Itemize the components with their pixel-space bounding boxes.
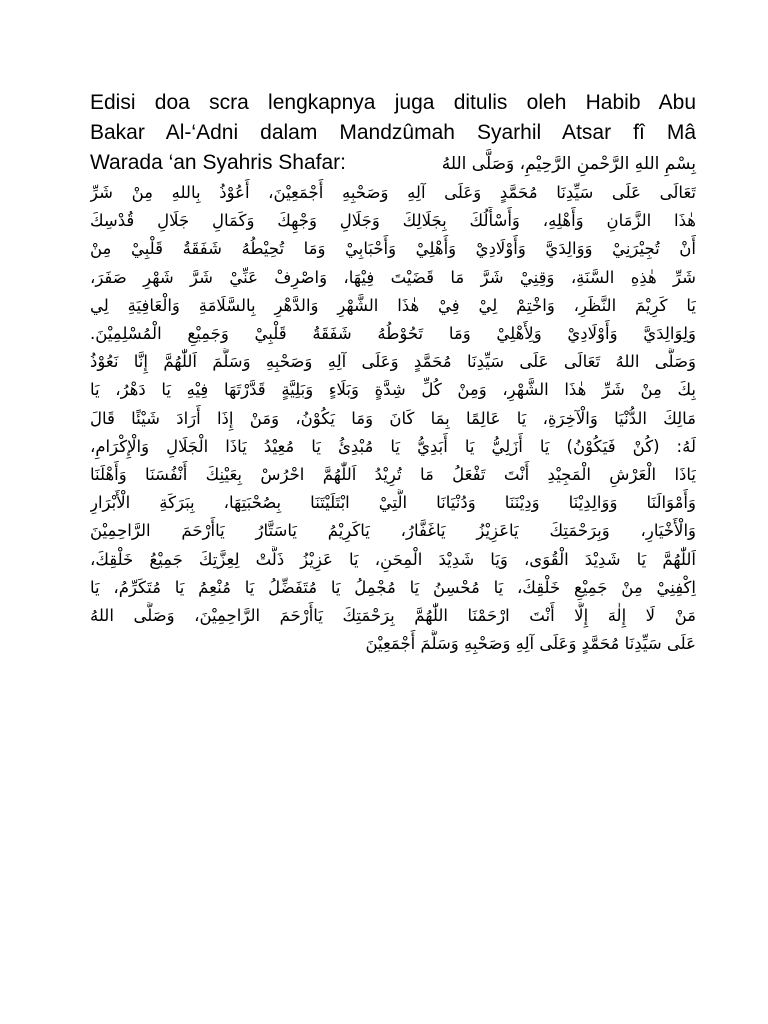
intro-line-3-latin: Warada ‘an Syahris Shafar:	[90, 151, 347, 174]
prayer-line: وَالْأَخْيَارِ، وَبِرَحْمَتِكَ يَاعَزِيْزُ يَاغَفَّارُ، يَاكَرِيْمُ يَاسَتَّارُ يَاأَرْحَمَ الرَّاحِمِيْنَ	[90, 521, 696, 541]
prayer-line: اَللّٰهُمَّ يَا شَدِيْدَ الْقُوَى، وَيَا شَدِيْدَ الْمِحَنِ، يَا عَزِيْزُ ذَلَّتْ لِعِزَّتِكَ جَمِيْعُ خَلْقِكَ،	[90, 549, 696, 569]
prayer-line: يَاذَا الْعَرْشِ الْمَجِيْدِ أَنْتَ تَفْعَلُ مَا تُرِيْدُ اَللّٰهُمَّ احْرُسْ بِعَيْنِكَ أَنْفُسَنَا وَأَهْلَنَا	[90, 465, 696, 485]
prayer-line: وَأَمْوَالَنَا وَوَالِدِيْنَا وَدِيْنَنَا وَدُنْيَانَا الَّتِيْ ابْتَلَيْتَنَا بِصُحْبَتِهَا، بِبَرَكَةِ الْأَبْرَارِ	[90, 493, 696, 513]
prayer-line: مَالِكَ الدُّنْيَا وَالْآخِرَةِ، يَا عَالِمًا بِمَا كَانَ وَمَا يَكُوْنُ، وَمَنْ إِذَا أَرَادَ شَيْئًا قَالَ	[90, 408, 696, 428]
prayer-line: وَصَلَّى اللهُ تَعَالَى عَلَى سَيِّدِنَا مُحَمَّدٍ وَعَلَى آلِهِ وَصَحْبِهِ وَسَلَّمَ اَللّٰهُمَّ إِنَّا نَعُوْذُ	[90, 352, 696, 372]
intro-line-1: Edisi doa scra lengkapnya juga ditulis oleh Habib Abu	[90, 91, 696, 114]
intro-line-3	[90, 148, 696, 179]
prayer-line: يَا كَرِيْمَ النَّظَرِ، وَاخْتِمْ لِيْ فِيْ هٰذَا الشَّهْرِ وَالدَّهْرِ بِالسَّلَامَةِ وَالْعَافِيَةِ لِي	[90, 295, 696, 315]
prayer-text	[90, 179, 696, 658]
prayer-line: عَلَى سَيِّدِنَا مُحَمَّدٍ وَعَلَى آلِهِ وَصَحْبِهِ وَسَلَّمَ أَجْمَعِيْنَ	[365, 634, 696, 654]
prayer-line: أَنْ تُجِيْرَنِيْ وَوَالِدَيَّ وَأَوْلَادِيْ وَأَهْلِيْ وَأَحْبَابِيْ وَمَا تُحِيْطُهُ شَفَقَةُ قَلْبِيْ مِنْ	[90, 239, 696, 259]
prayer-line: وَلِوَالِدَيَّ وَأَوْلَادِيْ وَلِأَهْلِيْ وَمَا تَحُوْطُهُ شَفَقَةُ قَلْبِيْ وَجَمِيْعِ الْمُسْلِمِيْنَ.	[90, 324, 696, 344]
prayer-line: مَنْ لَا إِلٰهَ إِلَّا أَنْتَ ارْحَمْنَا اللّٰهُمَّ بِرَحْمَتِكَ يَاأَرْحَمَ الرَّاحِمِيْنَ، وَصَلَّى اللهُ	[90, 606, 696, 626]
intro-line-3-arabic: بِسْمِ اللهِ الرَّحْمنِ الرَّحِيْمِ، وَصَلَّى اللهُ	[441, 154, 696, 174]
prayer-line: شَرِّ هٰذِهِ السَّنَةِ، وَقِنِيْ شَرَّ مَا قَضَيْتَ فِيْهَا، وَاصْرِفْ عَنِّيْ شَرَّ شَهْرِ صَفَرَ،	[90, 267, 696, 287]
prayer-line: اِكْفِنِيْ مِنْ جَمِيْعِ خَلْقِكَ، يَا مُحْسِنُ يَا مُجْمِلُ يَا مُتَفَضِّلُ يَا مُنْعِمُ يَا مُتَكَرِّمُ، يَا	[90, 577, 696, 597]
prayer-line: تَعَالَى عَلَى سَيِّدِنَا مُحَمَّدٍ وَعَلَى آلِهِ وَصَحْبِهِ أَجْمَعِيْنَ، أَعُوْذُ بِاللهِ مِنْ شَرِّ	[90, 183, 696, 202]
prayer-line: هٰذَا الزَّمَانِ وَأَهْلِهِ، وَأَسْأَلُكَ بِجَلَالِكَ وَجَلَالِ وَجْهِكَ وَكَمَالِ جَلَالِ قُدْسِكَ	[90, 211, 696, 231]
prayer-line: لَهُ: (كُنْ فَيَكُوْنُ) يَا أَزَلِيُّ يَا أَبَدِيُّ يَا مُبْدِئُ يَا مُعِيْدُ يَاذَا الْجَلَالِ وَالْإِكْرَامِ،	[90, 436, 696, 456]
document-page	[90, 88, 696, 658]
prayer-line: بِكَ مِنْ شَرِّ هٰذَا الشَّهْرِ، وَمِنْ كُلِّ شِدَّةٍ وَبَلَاءٍ وَبَلِيَّةٍ قَدَّرْتَهَا فِيْهِ يَا دَهْرُ، يَا	[90, 380, 696, 400]
intro-line-2: Bakar Al-‘Adni dalam Mandzûmah Syarhil Atsar fî Mâ	[90, 121, 696, 144]
